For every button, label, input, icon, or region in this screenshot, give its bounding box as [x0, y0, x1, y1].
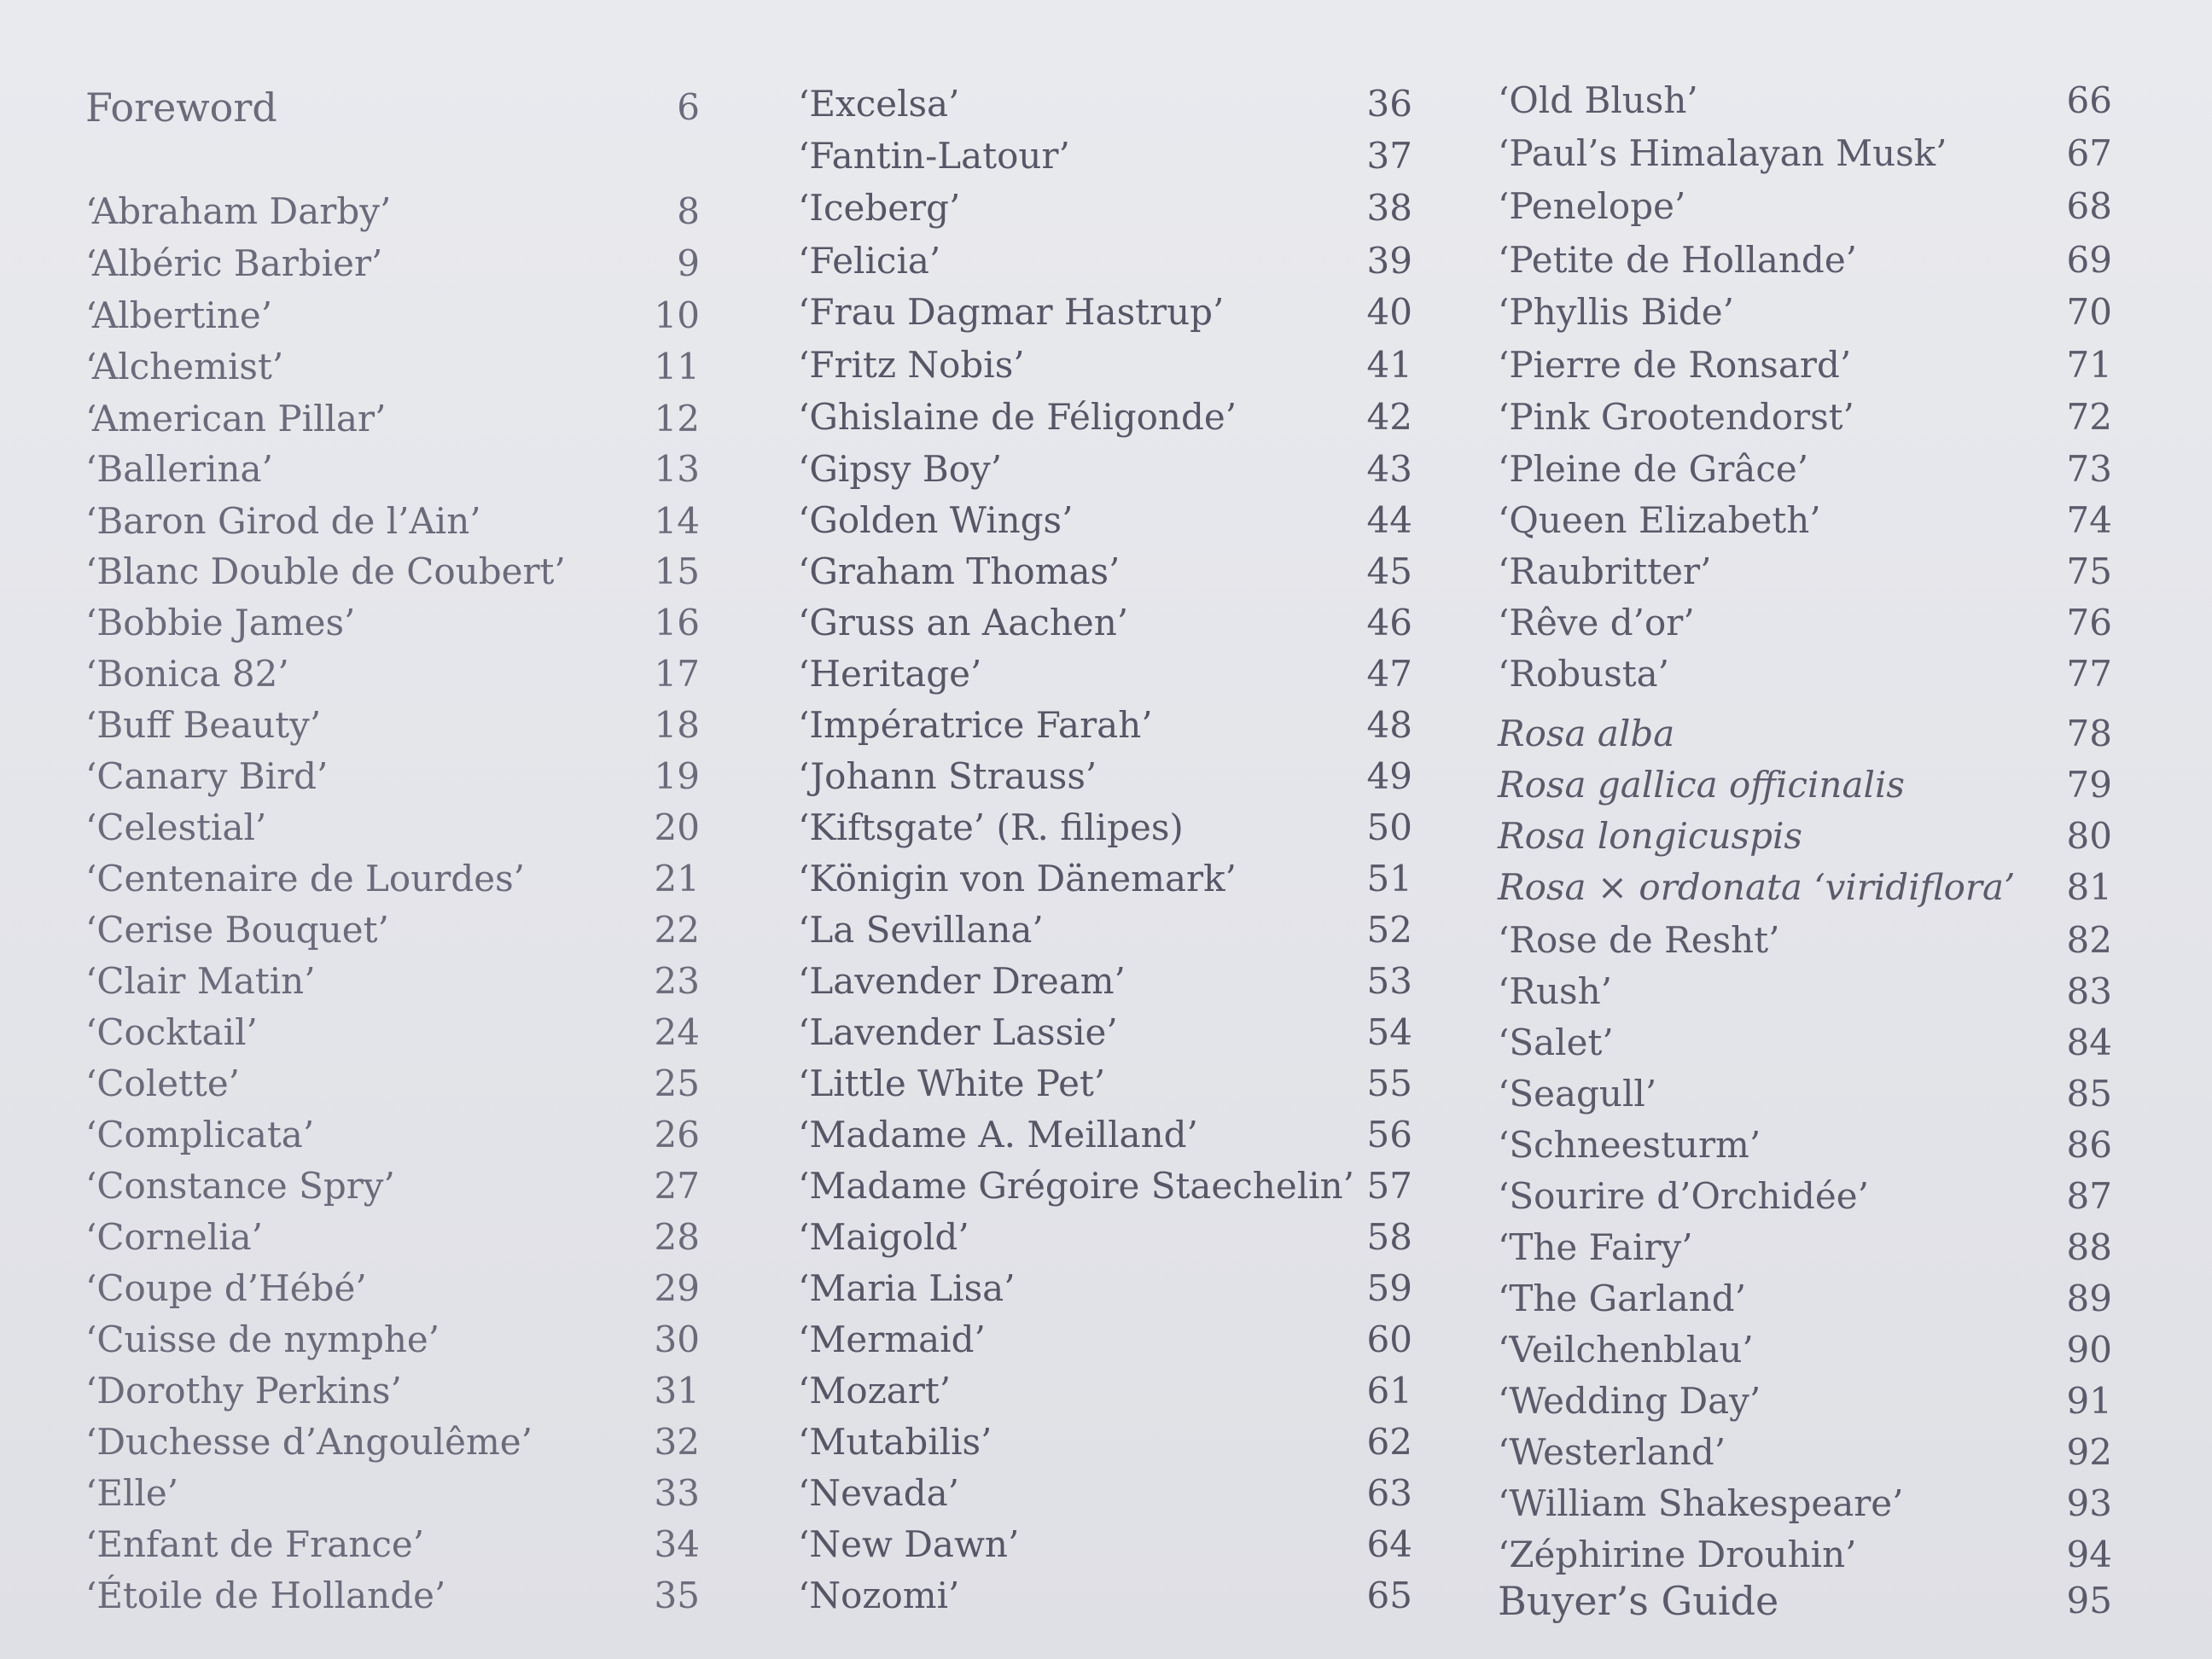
- entry-title: ‘Cuisse de nymphe’: [85, 1318, 440, 1360]
- entry-title: ‘Rush’: [1498, 970, 1612, 1012]
- entry-title: ‘Johann Strauss’: [798, 755, 1097, 797]
- entry-title: ‘Centenaire de Lourdes’: [85, 858, 525, 899]
- entry-title: ‘Duchesse d’Angoulême’: [85, 1421, 533, 1463]
- entry-title: ‘Phyllis Bide’: [1498, 291, 1734, 333]
- entry-title: ‘Albertine’: [85, 294, 273, 336]
- entry-title: ‘Alchemist’: [85, 346, 284, 387]
- entry-title: ‘Canary Bird’: [85, 755, 329, 797]
- entry-page-number: 77: [2066, 653, 2112, 695]
- entry-page-number: 39: [1366, 240, 1412, 282]
- entry-page-number: 93: [2066, 1482, 2112, 1524]
- entry-title: ‘Paul’s Himalayan Musk’: [1498, 132, 1947, 174]
- entry-title: ‘Fantin-Latour’: [798, 135, 1070, 177]
- entry-title: Rosa longicuspis: [1498, 815, 1802, 857]
- entry-page-number: 37: [1366, 135, 1412, 177]
- entry-page-number: 50: [1366, 806, 1412, 848]
- entry-page-number: 90: [2066, 1329, 2112, 1371]
- entry-page-number: 6: [677, 86, 700, 128]
- entry-page-number: 75: [2066, 550, 2112, 592]
- entry-page-number: 46: [1366, 602, 1412, 643]
- entry-page-number: 14: [654, 500, 700, 542]
- entry-title: ‘Pink Grootendorst’: [1498, 396, 1854, 438]
- entry-page-number: 78: [2066, 713, 2112, 754]
- entry-title: Rosa gallica officinalis: [1498, 764, 1905, 806]
- entry-title: ‘Frau Dagmar Hastrup’: [798, 291, 1225, 333]
- entry-title: ‘Fritz Nobis’: [798, 344, 1025, 386]
- entry-title: ‘Petite de Hollande’: [1498, 239, 1858, 281]
- entry-page-number: 21: [654, 858, 700, 899]
- entry-title: Rosa alba: [1498, 713, 1675, 754]
- entry-title: ‘Maria Lisa’: [798, 1267, 1016, 1309]
- entry-page-number: 59: [1366, 1267, 1412, 1309]
- entry-page-number: 76: [2066, 602, 2112, 643]
- entry-title: ‘Mozart’: [798, 1370, 952, 1412]
- entry-page-number: 10: [654, 294, 700, 336]
- entry-title: ‘Lavender Lassie’: [798, 1011, 1118, 1053]
- entry-page-number: 36: [1366, 83, 1412, 125]
- entry-page-number: 71: [2066, 344, 2112, 386]
- entry-title: ‘Baron Girod de l’Ain’: [85, 500, 481, 542]
- entry-title: ‘Elle’: [85, 1472, 179, 1514]
- entry-page-number: 88: [2066, 1226, 2112, 1268]
- entry-page-number: 33: [654, 1472, 700, 1514]
- entry-title: ‘Veilchenblau’: [1498, 1329, 1754, 1371]
- entry-page-number: 67: [2066, 132, 2112, 174]
- entry-title: ‘Albéric Barbier’: [85, 242, 383, 284]
- entry-title: ‘Ballerina’: [85, 448, 273, 490]
- entry-page-number: 73: [2066, 448, 2112, 490]
- entry-page-number: 65: [1366, 1575, 1412, 1616]
- entry-page-number: 91: [2066, 1380, 2112, 1422]
- entry-page-number: 34: [654, 1523, 700, 1565]
- entry-title: ‘Gipsy Boy’: [798, 448, 1003, 490]
- entry-title: ‘The Garland’: [1498, 1278, 1747, 1319]
- entry-page-number: 48: [1366, 704, 1412, 746]
- entry-title: ‘Étoile de Hollande’: [85, 1575, 446, 1616]
- entry-page-number: 51: [1366, 858, 1412, 899]
- entry-page-number: 55: [1366, 1062, 1412, 1104]
- entry-page-number: 31: [654, 1370, 700, 1412]
- entry-page-number: 22: [654, 909, 700, 951]
- entry-page-number: 12: [654, 398, 700, 439]
- entry-title: ‘La Sevillana’: [798, 909, 1044, 951]
- entry-title: ‘Rêve d’or’: [1498, 602, 1695, 643]
- entry-page-number: 18: [654, 704, 700, 746]
- entry-page-number: 57: [1366, 1165, 1412, 1207]
- entry-title: ‘Cornelia’: [85, 1216, 264, 1258]
- entry-title: ‘Robusta’: [1498, 653, 1670, 695]
- entry-title: ‘Ghislaine de Féligonde’: [798, 396, 1237, 438]
- entry-title: ‘Penelope’: [1498, 185, 1686, 227]
- entry-title: ‘New Dawn’: [798, 1523, 1020, 1565]
- entry-page-number: 40: [1366, 291, 1412, 333]
- entry-title: ‘Nevada’: [798, 1472, 959, 1514]
- entry-title: ‘Madame A. Meilland’: [798, 1114, 1198, 1155]
- entry-page-number: 30: [654, 1318, 700, 1360]
- entry-title: ‘Nozomi’: [798, 1575, 960, 1616]
- entry-title: ‘American Pillar’: [85, 398, 387, 439]
- entry-page-number: 69: [2066, 239, 2112, 281]
- entry-title: ‘Cocktail’: [85, 1011, 258, 1053]
- entry-title: ‘Raubritter’: [1498, 550, 1712, 592]
- entry-title: ‘Gruss an Aachen’: [798, 602, 1129, 643]
- entry-title: ‘Abraham Darby’: [85, 190, 392, 232]
- entry-title: ‘Buff Beauty’: [85, 704, 322, 746]
- entry-page-number: 35: [654, 1575, 700, 1616]
- entry-page-number: 68: [2066, 185, 2112, 227]
- entry-page-number: 62: [1366, 1421, 1412, 1463]
- entry-page-number: 19: [654, 755, 700, 797]
- entry-page-number: 42: [1366, 396, 1412, 438]
- entry-page-number: 92: [2066, 1431, 2112, 1473]
- entry-page-number: 82: [2066, 919, 2112, 961]
- entry-title: ‘Schneesturm’: [1498, 1124, 1761, 1166]
- entry-title: Foreword: [85, 84, 277, 131]
- entry-page-number: 70: [2066, 291, 2112, 333]
- entry-page-number: 87: [2066, 1175, 2112, 1217]
- entry-title: ‘Seagull’: [1498, 1073, 1657, 1115]
- entry-title: ‘Maigold’: [798, 1216, 969, 1258]
- entry-page-number: 74: [2066, 499, 2112, 541]
- entry-title: ‘Enfant de France’: [85, 1523, 425, 1565]
- entry-page-number: 94: [2066, 1534, 2112, 1575]
- entry-page-number: 58: [1366, 1216, 1412, 1258]
- entry-title: ‘William Shakespeare’: [1498, 1482, 1904, 1524]
- entry-title: Rosa × ordonata ‘viridiflora’: [1498, 866, 2016, 908]
- entry-page-number: 8: [677, 190, 700, 232]
- entry-title: ‘Madame Grégoire Staechelin’: [798, 1165, 1354, 1207]
- entry-title: ‘Heritage’: [798, 653, 982, 695]
- entry-title: ‘Coupe d’Hébé’: [85, 1267, 367, 1309]
- entry-title: ‘Little White Pet’: [798, 1062, 1106, 1104]
- entry-title: ‘Pierre de Ronsard’: [1498, 344, 1852, 386]
- entry-title: ‘Colette’: [85, 1062, 241, 1104]
- entry-title: ‘Felicia’: [798, 240, 941, 282]
- entry-page-number: 25: [654, 1062, 700, 1104]
- entry-page-number: 47: [1366, 653, 1412, 695]
- entry-title: ‘Cerise Bouquet’: [85, 909, 389, 951]
- entry-title: ‘Excelsa’: [798, 83, 960, 125]
- entry-page-number: 29: [654, 1267, 700, 1309]
- entry-page-number: 11: [654, 346, 700, 387]
- entry-page-number: 45: [1366, 550, 1412, 592]
- entry-page-number: 15: [654, 550, 700, 592]
- entry-title: ‘Queen Elizabeth’: [1498, 499, 1821, 541]
- entry-page-number: 28: [654, 1216, 700, 1258]
- entry-page-number: 27: [654, 1165, 700, 1207]
- entry-page-number: 9: [677, 242, 700, 284]
- entry-title: ‘Bobbie James’: [85, 602, 356, 643]
- entry-title: ‘Clair Matin’: [85, 960, 316, 1002]
- entry-page-number: 66: [2066, 79, 2112, 121]
- entry-page-number: 95: [2066, 1580, 2112, 1621]
- entry-page-number: 72: [2066, 396, 2112, 438]
- entry-page-number: 63: [1366, 1472, 1412, 1514]
- entry-page-number: 13: [654, 448, 700, 490]
- entry-title: ‘Complicata’: [85, 1114, 315, 1155]
- entry-page-number: 32: [654, 1421, 700, 1463]
- entry-title: ‘Westerland’: [1498, 1431, 1726, 1473]
- entry-title: ‘Pleine de Grâce’: [1498, 448, 1809, 490]
- entry-page-number: 80: [2066, 815, 2112, 857]
- entry-page-number: 89: [2066, 1278, 2112, 1319]
- entry-title: ‘Zéphirine Drouhin’: [1498, 1534, 1857, 1575]
- entry-page-number: 56: [1366, 1114, 1412, 1155]
- entry-page-number: 43: [1366, 448, 1412, 490]
- entry-page-number: 23: [654, 960, 700, 1002]
- entry-title: ‘Blanc Double de Coubert’: [85, 550, 566, 592]
- entry-page-number: 52: [1366, 909, 1412, 951]
- entry-page-number: 24: [654, 1011, 700, 1053]
- entry-page-number: 81: [2066, 866, 2112, 908]
- entry-title: ‘Dorothy Perkins’: [85, 1370, 402, 1412]
- entry-page-number: 84: [2066, 1022, 2112, 1063]
- entry-title: ‘Iceberg’: [798, 187, 961, 229]
- entry-title: ‘Bonica 82’: [85, 653, 289, 695]
- entry-page-number: 17: [654, 653, 700, 695]
- entry-title: ‘Wedding Day’: [1498, 1380, 1761, 1422]
- entry-page-number: 53: [1366, 960, 1412, 1002]
- entry-title: ‘Constance Spry’: [85, 1165, 395, 1207]
- entry-page-number: 86: [2066, 1124, 2112, 1166]
- entry-page-number: 38: [1366, 187, 1412, 229]
- entry-page-number: 61: [1366, 1370, 1412, 1412]
- entry-title: ‘Rose de Resht’: [1498, 919, 1780, 961]
- entry-title: ‘Golden Wings’: [798, 499, 1074, 541]
- entry-page-number: 79: [2066, 764, 2112, 806]
- entry-title: ‘Celestial’: [85, 806, 267, 848]
- entry-title: ‘Old Blush’: [1498, 79, 1698, 121]
- entry-title: ‘Mermaid’: [798, 1318, 986, 1360]
- entry-title: ‘Kiftsgate’ (R. filipes): [798, 806, 1184, 848]
- entry-title: Buyer’s Guide: [1498, 1578, 1779, 1624]
- entry-page-number: 26: [654, 1114, 700, 1155]
- entry-title: ‘Mutabilis’: [798, 1421, 992, 1463]
- entry-title: ‘Impératrice Farah’: [798, 704, 1153, 746]
- entry-page-number: 64: [1366, 1523, 1412, 1565]
- entry-page-number: 85: [2066, 1073, 2112, 1115]
- entry-title: ‘Graham Thomas’: [798, 550, 1121, 592]
- entry-page-number: 49: [1366, 755, 1412, 797]
- entry-page-number: 41: [1366, 344, 1412, 386]
- entry-title: ‘Sourire d’Orchidée’: [1498, 1175, 1869, 1217]
- entry-page-number: 16: [654, 602, 700, 643]
- entry-page-number: 83: [2066, 970, 2112, 1012]
- entry-page-number: 54: [1366, 1011, 1412, 1053]
- entry-page-number: 60: [1366, 1318, 1412, 1360]
- entry-page-number: 20: [654, 806, 700, 848]
- entry-title: ‘Königin von Dänemark’: [798, 858, 1237, 899]
- entry-title: ‘Lavender Dream’: [798, 960, 1126, 1002]
- entry-title: ‘The Fairy’: [1498, 1226, 1693, 1268]
- entry-page-number: 44: [1366, 499, 1412, 541]
- entry-title: ‘Salet’: [1498, 1022, 1614, 1063]
